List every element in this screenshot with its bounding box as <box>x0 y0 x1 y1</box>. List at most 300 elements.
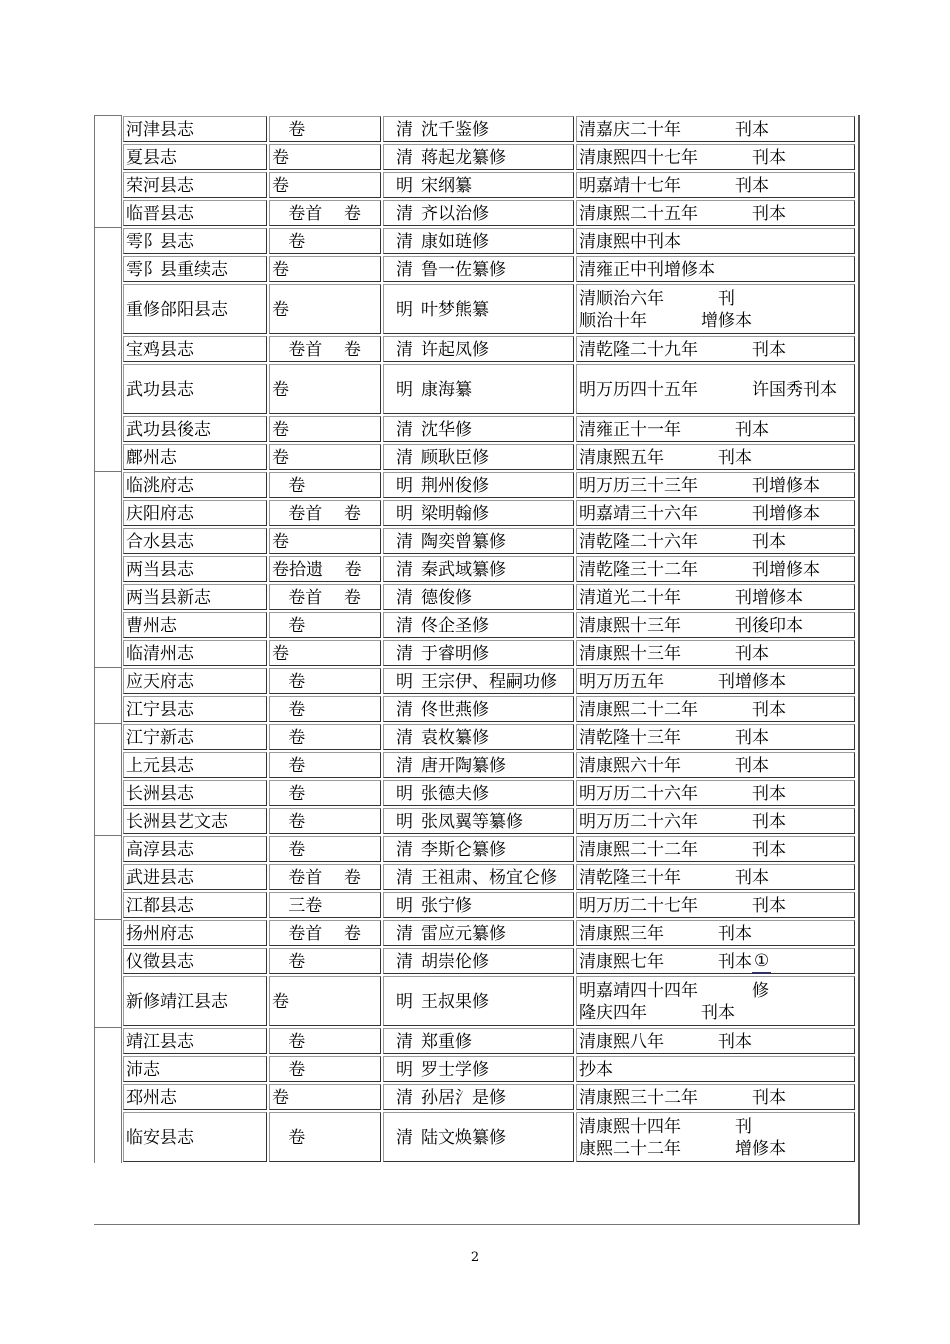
author-cell-text: 齐以治修 <box>421 203 489 224</box>
title-cell <box>123 284 267 334</box>
author-cell-text: 郑重修 <box>421 1031 472 1052</box>
edition-cell <box>576 556 855 582</box>
title-cell-text: 宝鸡县志 <box>126 339 194 360</box>
edition-cell <box>576 500 855 526</box>
author-cell <box>419 364 574 414</box>
edition-cell-text: 清康熙二十二年 刊本 <box>579 839 787 860</box>
era-cell-text: 清 <box>396 147 413 168</box>
title-cell-text: 荣河县志 <box>126 175 194 196</box>
volume-cell <box>269 1028 381 1054</box>
group-cell <box>94 583 122 611</box>
volume-cell-text: 卷 <box>272 119 306 140</box>
era-cell-text: 明 <box>396 1059 413 1080</box>
author-cell <box>419 640 574 666</box>
table-row <box>94 283 858 335</box>
group-cell <box>94 199 122 227</box>
group-cell <box>94 947 122 975</box>
title-cell <box>123 500 267 526</box>
era-cell <box>383 976 419 1026</box>
author-cell-text: 佟企圣修 <box>421 615 489 636</box>
group-cell <box>94 919 122 947</box>
title-cell <box>123 116 267 142</box>
author-cell <box>419 556 574 582</box>
edition-cell <box>576 200 855 226</box>
edition-cell-text: 清康熙中刊本 <box>579 231 681 252</box>
edition-cell <box>576 256 855 282</box>
author-cell <box>419 1084 574 1110</box>
table-row <box>94 751 858 779</box>
edition-cell-text: 清顺治六年 刊 顺治十年 增修本 <box>579 288 753 331</box>
title-cell <box>123 556 267 582</box>
group-cell <box>94 415 122 443</box>
author-cell <box>419 752 574 778</box>
author-cell-text: 秦武域纂修 <box>421 559 506 580</box>
edition-cell <box>576 472 855 498</box>
edition-cell-text: 清雍正中刊增修本 <box>579 259 715 280</box>
title-cell <box>123 920 267 946</box>
title-cell <box>123 836 267 862</box>
era-cell <box>383 892 419 918</box>
volume-cell-text: 卷首 卷 <box>272 923 361 944</box>
group-cell <box>94 143 122 171</box>
edition-cell <box>576 668 855 694</box>
author-cell-text: 袁枚纂修 <box>421 727 489 748</box>
author-cell-text: 沈千鉴修 <box>421 119 489 140</box>
era-cell-text: 清 <box>396 867 413 888</box>
author-cell <box>419 116 574 142</box>
era-cell <box>383 920 419 946</box>
author-cell-text: 于睿明修 <box>421 643 489 664</box>
group-cell <box>94 471 122 499</box>
group-cell <box>94 227 122 255</box>
volume-cell <box>269 780 381 806</box>
edition-cell <box>576 808 855 834</box>
volume-cell <box>269 284 381 334</box>
title-cell <box>123 724 267 750</box>
edition-cell-text: 清康熙三十二年 刊本 <box>579 1087 787 1108</box>
title-cell-text: 两当县志 <box>126 559 194 580</box>
volume-cell <box>269 864 381 890</box>
title-cell <box>123 780 267 806</box>
volume-cell-text: 卷 <box>272 671 306 692</box>
title-cell <box>123 584 267 610</box>
edition-cell <box>576 1056 855 1082</box>
table-row <box>94 919 858 947</box>
era-cell <box>383 200 419 226</box>
era-cell <box>383 752 419 778</box>
author-cell-text: 佟世燕修 <box>421 699 489 720</box>
title-cell <box>123 172 267 198</box>
edition-cell <box>576 836 855 862</box>
footnote-link[interactable]: ① <box>752 950 771 974</box>
title-cell-text: 两当县新志 <box>126 587 211 608</box>
edition-cell <box>576 1028 855 1054</box>
group-cell <box>94 527 122 555</box>
table-row <box>94 611 858 639</box>
edition-cell <box>576 864 855 890</box>
edition-cell <box>576 444 855 470</box>
title-cell <box>123 256 267 282</box>
edition-cell-text: 清康熙七年 刊本 <box>579 951 753 972</box>
era-cell-text: 明 <box>396 783 413 804</box>
title-cell-text: 江都县志 <box>126 895 194 916</box>
edition-cell <box>576 724 855 750</box>
table-row <box>94 143 858 171</box>
era-cell-text: 清 <box>396 699 413 720</box>
author-cell <box>419 336 574 362</box>
era-cell <box>383 724 419 750</box>
group-cell <box>94 807 122 835</box>
edition-cell <box>576 336 855 362</box>
author-cell <box>419 528 574 554</box>
table-bottom-border <box>94 1224 860 1225</box>
era-cell <box>383 556 419 582</box>
era-cell-text: 明 <box>396 503 413 524</box>
volume-cell-text: 卷 <box>272 615 306 636</box>
volume-cell-text: 卷拾遗 卷 <box>272 559 362 580</box>
title-cell <box>123 1056 267 1082</box>
era-cell <box>383 948 419 974</box>
volume-cell-text: 卷 <box>272 1127 306 1148</box>
volume-cell-text: 卷 <box>272 727 306 748</box>
volume-cell <box>269 584 381 610</box>
volume-cell <box>269 444 381 470</box>
author-cell-text: 沈华修 <box>421 419 472 440</box>
author-cell <box>419 836 574 862</box>
volume-cell <box>269 528 381 554</box>
era-cell-text: 明 <box>396 299 413 320</box>
volume-cell-text: 卷 <box>272 475 306 496</box>
title-cell-text: 武进县志 <box>126 867 194 888</box>
era-cell <box>383 416 419 442</box>
volume-cell-text: 卷 <box>272 839 306 860</box>
author-cell <box>419 892 574 918</box>
volume-cell-text: 卷首 卷 <box>272 503 361 524</box>
volume-cell <box>269 228 381 254</box>
volume-cell <box>269 696 381 722</box>
edition-cell-text: 清嘉庆二十年 刊本 <box>579 119 770 140</box>
group-cell <box>94 255 122 283</box>
title-cell <box>123 864 267 890</box>
volume-cell <box>269 668 381 694</box>
title-cell <box>123 696 267 722</box>
era-cell <box>383 836 419 862</box>
author-cell <box>419 500 574 526</box>
group-cell <box>94 723 122 751</box>
edition-cell-text: 清康熙五年 刊本 <box>579 447 753 468</box>
author-cell-text: 德俊修 <box>421 587 472 608</box>
volume-cell <box>269 1112 381 1162</box>
volume-cell-text: 卷 <box>272 1059 306 1080</box>
table-row <box>94 891 858 919</box>
era-cell-text: 清 <box>396 643 413 664</box>
era-cell <box>383 336 419 362</box>
title-cell <box>123 200 267 226</box>
author-cell <box>419 228 574 254</box>
author-cell-text: 孙居氵是修 <box>421 1087 506 1108</box>
edition-cell-text: 清乾隆二十九年 刊本 <box>579 339 787 360</box>
table-row <box>94 363 858 415</box>
volume-cell-text: 卷 <box>272 991 289 1012</box>
title-cell <box>123 336 267 362</box>
author-cell <box>419 864 574 890</box>
era-cell <box>383 808 419 834</box>
edition-cell-text: 清乾隆十三年 刊本 <box>579 727 770 748</box>
edition-cell-text: 明万历五年 刊增修本 <box>579 671 787 692</box>
volume-cell-text: 卷 <box>272 531 289 552</box>
era-cell <box>383 1028 419 1054</box>
group-cell <box>94 499 122 527</box>
edition-cell-text: 明嘉靖四十四年 修 隆庆四年 刊本 <box>579 980 770 1023</box>
edition-cell <box>576 948 855 974</box>
volume-cell <box>269 556 381 582</box>
title-cell <box>123 416 267 442</box>
edition-cell <box>576 364 855 414</box>
table-row <box>94 499 858 527</box>
era-cell <box>383 172 419 198</box>
group-cell <box>94 1111 122 1163</box>
title-cell <box>123 444 267 470</box>
era-cell <box>383 528 419 554</box>
table-row <box>94 335 858 363</box>
edition-cell <box>576 612 855 638</box>
author-cell <box>419 976 574 1026</box>
author-cell-text: 陆文焕纂修 <box>421 1127 506 1148</box>
group-cell <box>94 863 122 891</box>
era-cell <box>383 1056 419 1082</box>
era-cell <box>383 584 419 610</box>
era-cell-text: 清 <box>396 447 413 468</box>
author-cell <box>419 808 574 834</box>
author-cell-text: 唐开陶纂修 <box>421 755 506 776</box>
era-cell-text: 清 <box>396 559 413 580</box>
edition-cell <box>576 752 855 778</box>
era-cell-text: 明 <box>396 475 413 496</box>
table-row <box>94 583 858 611</box>
era-cell-text: 清 <box>396 923 413 944</box>
volume-cell <box>269 200 381 226</box>
table-row <box>94 947 858 975</box>
era-cell <box>383 1112 419 1162</box>
era-cell-text: 清 <box>396 839 413 860</box>
edition-cell-text: 清康熙四十七年 刊本 <box>579 147 787 168</box>
edition-cell-text: 清康熙十三年 刊後印本 <box>579 615 804 636</box>
table-row <box>94 171 858 199</box>
table-row <box>94 1083 858 1111</box>
edition-cell <box>576 144 855 170</box>
era-cell-text: 明 <box>396 175 413 196</box>
author-cell-text: 罗士学修 <box>421 1059 489 1080</box>
edition-cell <box>576 780 855 806</box>
table-row <box>94 779 858 807</box>
author-cell-text: 许起凤修 <box>421 339 489 360</box>
era-cell-text: 清 <box>396 615 413 636</box>
author-cell-text: 张宁修 <box>421 895 472 916</box>
era-cell-text: 清 <box>396 259 413 280</box>
title-cell <box>123 528 267 554</box>
edition-cell-text: 清康熙八年 刊本 <box>579 1031 753 1052</box>
title-cell-text: 曹州志 <box>126 615 177 636</box>
group-cell <box>94 171 122 199</box>
title-cell-text: 江宁新志 <box>126 727 194 748</box>
author-cell <box>419 668 574 694</box>
volume-cell <box>269 752 381 778</box>
volume-cell-text: 卷 <box>272 299 289 320</box>
era-cell <box>383 500 419 526</box>
catalog-table <box>94 115 858 1163</box>
author-cell <box>419 172 574 198</box>
era-cell <box>383 640 419 666</box>
title-cell-text: 长洲县志 <box>126 783 194 804</box>
table-row <box>94 975 858 1027</box>
title-cell-text: 应天府志 <box>126 671 194 692</box>
table-row <box>94 555 858 583</box>
title-cell-text: 临安县志 <box>126 1127 194 1148</box>
volume-cell-text: 卷 <box>272 419 289 440</box>
volume-cell <box>269 336 381 362</box>
author-cell <box>419 144 574 170</box>
title-cell-text: 新修靖江县志 <box>126 991 228 1012</box>
title-cell-text: 沛志 <box>126 1059 160 1080</box>
author-cell-text: 荆州俊修 <box>421 475 489 496</box>
title-cell <box>123 668 267 694</box>
title-cell-text: 江宁县志 <box>126 699 194 720</box>
title-cell-text: 扬州府志 <box>126 923 194 944</box>
title-cell-text: 临清州志 <box>126 643 194 664</box>
era-cell <box>383 864 419 890</box>
era-cell <box>383 612 419 638</box>
era-cell-text: 清 <box>396 755 413 776</box>
title-cell <box>123 1028 267 1054</box>
volume-cell <box>269 472 381 498</box>
title-cell <box>123 948 267 974</box>
author-cell <box>419 444 574 470</box>
edition-cell-text: 明万历二十七年 刊本 <box>579 895 787 916</box>
author-cell-text: 康海纂 <box>421 379 472 400</box>
author-cell <box>419 284 574 334</box>
author-cell <box>419 200 574 226</box>
volume-cell <box>269 808 381 834</box>
era-cell-text: 明 <box>396 671 413 692</box>
edition-cell <box>576 416 855 442</box>
era-cell-text: 清 <box>396 587 413 608</box>
era-cell <box>383 116 419 142</box>
era-cell <box>383 668 419 694</box>
author-cell <box>419 948 574 974</box>
title-cell-text: 邳州志 <box>126 1087 177 1108</box>
author-cell <box>419 696 574 722</box>
volume-cell-text: 卷首 卷 <box>272 203 361 224</box>
volume-cell-text: 卷首 卷 <box>272 587 361 608</box>
title-cell <box>123 1112 267 1162</box>
author-cell <box>419 920 574 946</box>
table-row <box>94 443 858 471</box>
table-row <box>94 199 858 227</box>
group-cell <box>94 751 122 779</box>
table-row <box>94 255 858 283</box>
volume-cell <box>269 976 381 1026</box>
title-cell-text: 临洮府志 <box>126 475 194 496</box>
edition-cell <box>576 920 855 946</box>
author-cell <box>419 1112 574 1162</box>
era-cell <box>383 228 419 254</box>
group-cell <box>94 335 122 363</box>
volume-cell-text: 卷 <box>272 951 306 972</box>
table-row <box>94 527 858 555</box>
title-cell-text: 河津县志 <box>126 119 194 140</box>
era-cell-text: 清 <box>396 231 413 252</box>
era-cell-text: 清 <box>396 1031 413 1052</box>
edition-cell-text: 明嘉靖三十六年 刊增修本 <box>579 503 821 524</box>
era-cell <box>383 472 419 498</box>
volume-cell <box>269 640 381 666</box>
era-cell-text: 明 <box>396 379 413 400</box>
table-row <box>94 639 858 667</box>
table-row <box>94 723 858 751</box>
table-row <box>94 1111 858 1163</box>
edition-cell-text: 清康熙十三年 刊本 <box>579 643 770 664</box>
volume-cell-text: 三卷 <box>272 895 323 916</box>
group-cell <box>94 611 122 639</box>
title-cell-text: 夏县志 <box>126 147 177 168</box>
volume-cell-text: 卷 <box>272 699 306 720</box>
author-cell-text: 陶奕曾纂修 <box>421 531 506 552</box>
title-cell-text: 庆阳府志 <box>126 503 194 524</box>
author-cell-text: 张凤翼等纂修 <box>421 811 523 832</box>
author-cell-text: 张德夫修 <box>421 783 489 804</box>
title-cell-text: 武功县志 <box>126 379 194 400</box>
title-cell-text: 临晋县志 <box>126 203 194 224</box>
title-cell <box>123 612 267 638</box>
volume-cell-text: 卷 <box>272 1087 289 1108</box>
table-row <box>94 471 858 499</box>
edition-cell-text: 清康熙二十二年 刊本 <box>579 699 787 720</box>
era-cell <box>383 364 419 414</box>
title-cell <box>123 364 267 414</box>
title-cell-text: 鄜州志 <box>126 447 177 468</box>
title-cell-text: 靖江县志 <box>126 1031 194 1052</box>
edition-cell <box>576 172 855 198</box>
author-cell <box>419 612 574 638</box>
title-cell-text: 上元县志 <box>126 755 194 776</box>
group-cell <box>94 283 122 335</box>
group-cell <box>94 363 122 415</box>
volume-cell <box>269 500 381 526</box>
table-row <box>94 807 858 835</box>
volume-cell-text: 卷首 卷 <box>272 867 361 888</box>
volume-cell <box>269 920 381 946</box>
group-cell <box>94 975 122 1027</box>
author-cell-text: 李斯仑纂修 <box>421 839 506 860</box>
volume-cell-text: 卷 <box>272 811 306 832</box>
era-cell <box>383 696 419 722</box>
author-cell-text: 顾耿臣修 <box>421 447 489 468</box>
volume-cell-text: 卷首 卷 <box>272 339 361 360</box>
title-cell <box>123 228 267 254</box>
table-row <box>94 695 858 723</box>
edition-cell <box>576 116 855 142</box>
title-cell-text: 雩阝县重续志 <box>126 259 228 280</box>
era-cell-text: 明 <box>396 811 413 832</box>
group-cell <box>94 555 122 583</box>
author-cell <box>419 724 574 750</box>
edition-cell <box>576 528 855 554</box>
table-right-border <box>858 115 860 1225</box>
volume-cell <box>269 172 381 198</box>
volume-cell <box>269 1056 381 1082</box>
group-cell <box>94 115 122 143</box>
author-cell <box>419 1056 574 1082</box>
